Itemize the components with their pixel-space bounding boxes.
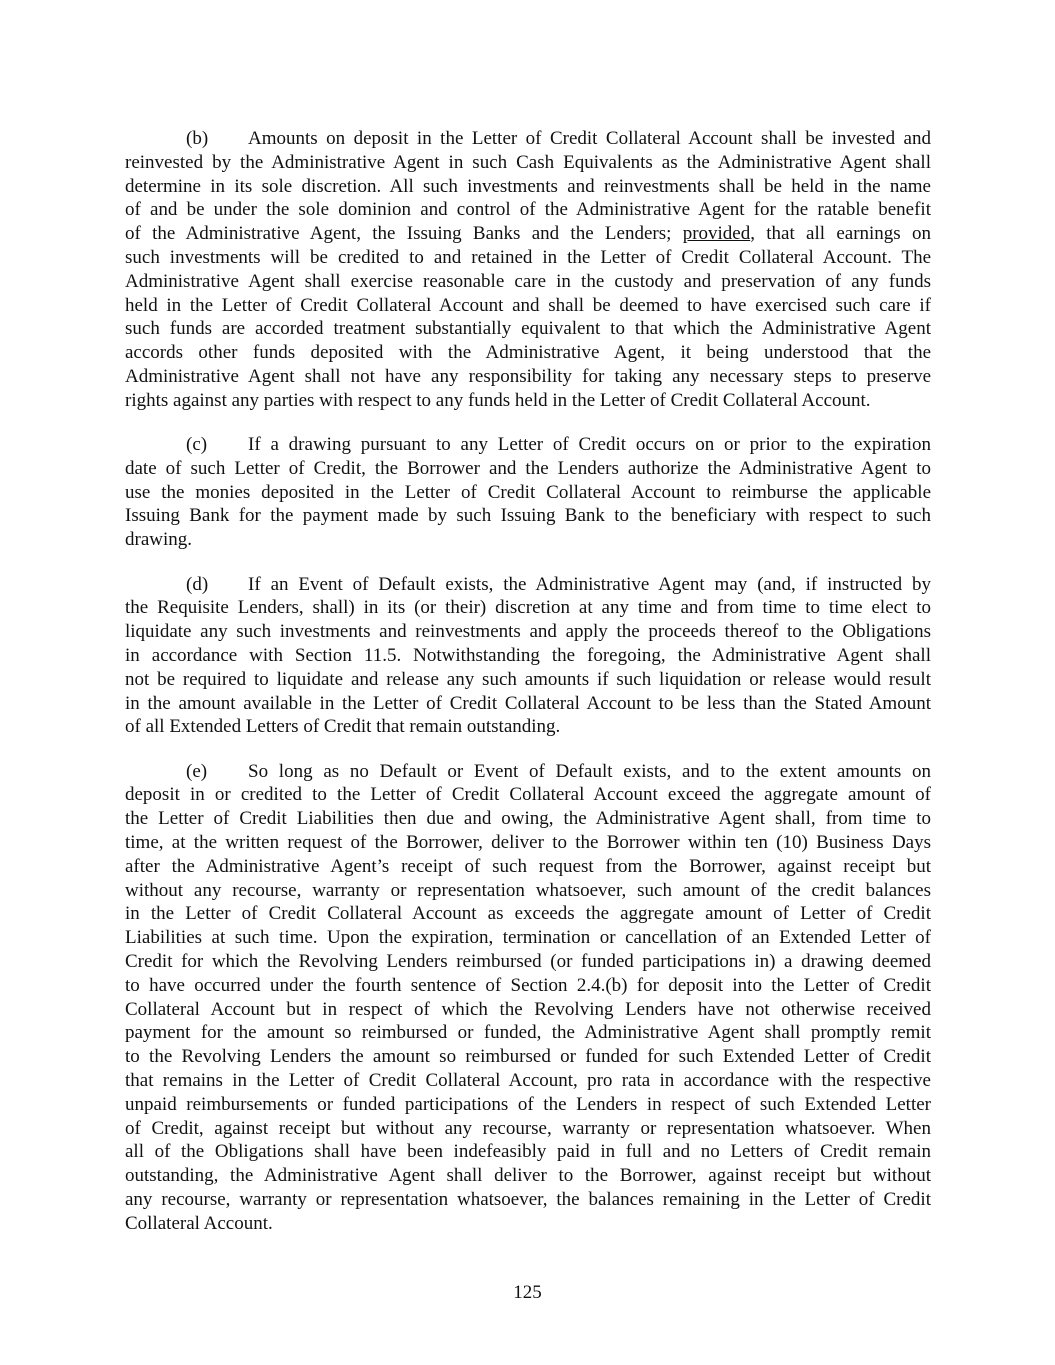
- text-segment: of the Administrative Agent, the Issuing Banks and the Lenders;: [125, 223, 683, 245]
- paragraph-d: [125, 573, 931, 740]
- text-line: (b) Amounts on deposit in the Letter of Credit Collateral Account shall be invested and: [186, 128, 931, 149]
- text-line: Administrative Agent shall exercise reasonable care in the custody and preservation of any funds: [125, 270, 931, 292]
- text-line: held in the Letter of Credit Collateral Account and shall be deemed to have exercised such care if: [125, 294, 931, 316]
- text-line: all of the Obligations shall have been indefeasibly paid in full and no Letters of Credit remain: [125, 1141, 931, 1163]
- text-line: Liabilities at such time. Upon the expiration, termination or cancellation of an Extended Letter of: [125, 927, 931, 949]
- underlined-term: provided: [682, 223, 751, 245]
- text-line: Administrative Agent shall not have any responsibility for taking any necessary steps to preserve: [125, 365, 931, 387]
- page-number: 125: [513, 1282, 542, 1303]
- text-line: Collateral Account but in respect of which the Revolving Lenders have not otherwise received: [125, 998, 931, 1020]
- text-line: (c) If a drawing pursuant to any Letter of Credit occurs on or prior to the expiration: [186, 434, 931, 456]
- text-line: Collateral Account.: [125, 1212, 273, 1234]
- text-line: in the Letter of Credit Collateral Account as exceeds the aggregate amount of Letter of Credit: [125, 903, 931, 925]
- paragraph-label: (d): [186, 573, 209, 595]
- text-line: without any recourse, warranty or representation whatsoever, such amount of the credit balances: [125, 879, 931, 901]
- paragraph-e: [125, 760, 931, 1236]
- text-line: time, at the written request of the Borrower, deliver to the Borrower within ten (10) Business Days: [125, 832, 931, 854]
- text-line: rights against any parties with respect to any funds held in the Letter of Credit Collateral Account.: [125, 389, 871, 411]
- text-line: the Requisite Lenders, shall) in its (or their) discretion at any time and from time to time elect to: [125, 597, 931, 619]
- text-line: of Credit, against receipt but without any recourse, warranty or representation whatsoever. When: [125, 1117, 931, 1139]
- text-line: not be required to liquidate and release any such amounts if such liquidation or release would result: [125, 668, 931, 690]
- text-line: the Letter of Credit Liabilities then due and owing, the Administrative Agent shall, from time to: [125, 808, 931, 830]
- text-line: Credit for which the Revolving Lenders reimbursed (or funded participations in) a drawing deemed: [125, 951, 931, 972]
- text-line: outstanding, the Administrative Agent shall deliver to the Borrower, against receipt but without: [125, 1165, 931, 1187]
- text-line: determine in its sole discretion. All such investments and reinvestments shall be held in the name: [125, 175, 931, 197]
- text-line: (d) If an Event of Default exists, the Administrative Agent may (and, if instructed by: [186, 573, 931, 595]
- text-line: in accordance with Section 11.5. Notwithstanding the foregoing, the Administrative Agent shall: [125, 644, 931, 666]
- paragraph-label: (e): [186, 760, 208, 782]
- text-line: of all Extended Letters of Credit that remain outstanding.: [125, 716, 561, 738]
- text-line: date of such Letter of Credit, the Borrower and the Lenders authorize the Administrative Agent to: [125, 457, 931, 479]
- text-line: any recourse, warranty or representation whatsoever, the balances remaining in the Letter of Credit: [125, 1188, 931, 1210]
- text-line: use the monies deposited in the Letter of Credit Collateral Account to reimburse the applicable: [125, 481, 931, 503]
- text-line: in the amount available in the Letter of Credit Collateral Account to be less than the Stated Amount: [125, 692, 931, 714]
- text-line: Issuing Bank for the payment made by such Issuing Bank to the beneficiary with respect to such: [125, 505, 931, 527]
- text-line: that remains in the Letter of Credit Collateral Account, pro rata in accordance with the respective: [125, 1069, 931, 1091]
- text-line: unpaid reimbursements or funded participations of the Lenders in respect of such Extended Letter: [125, 1093, 931, 1115]
- text-line: of and be under the sole dominion and control of the Administrative Agent for the ratable benefit: [125, 199, 931, 221]
- text-line: [125, 222, 931, 246]
- text-line: reinvested by the Administrative Agent in such Cash Equivalents as the Administrative Agent shall: [125, 151, 931, 173]
- text-line: such investments will be credited to and retained in the Letter of Credit Collateral Account. The: [125, 246, 931, 268]
- text-line: after the Administrative Agent’s receipt of such request from the Borrower, against receipt but: [125, 855, 931, 877]
- text-line: deposit in or credited to the Letter of Credit Collateral Account exceed the aggregate amount of: [125, 784, 931, 806]
- document-body: [125, 127, 931, 1256]
- text-line: accords other funds deposited with the Administrative Agent, it being understood that the: [125, 342, 931, 364]
- text-line: payment for the amount so reimbursed or funded, the Administrative Agent shall promptly remit: [125, 1022, 931, 1044]
- paragraph-label: (c): [186, 434, 208, 456]
- text-line: (e) So long as no Default or Event of Default exists, and to the extent amounts on: [186, 760, 931, 782]
- text-segment: , that all earnings on: [750, 223, 931, 245]
- text-line: such funds are accorded treatment substantially equivalent to that which the Administrative Agent: [125, 318, 931, 340]
- paragraph-label: (b): [186, 128, 209, 149]
- paragraph-b: [125, 127, 931, 413]
- text-line: drawing.: [125, 529, 193, 551]
- paragraph-c: [125, 433, 931, 552]
- text-line: liquidate any such investments and reinvestments and apply the proceeds thereof to the Obligations: [125, 621, 931, 643]
- text-line: to the Revolving Lenders the amount so reimbursed or funded for such Extended Letter of Credit: [125, 1046, 931, 1068]
- text-line: to have occurred under the fourth sentence of Section 2.4.(b) for deposit into the Letter of Credit: [125, 974, 931, 996]
